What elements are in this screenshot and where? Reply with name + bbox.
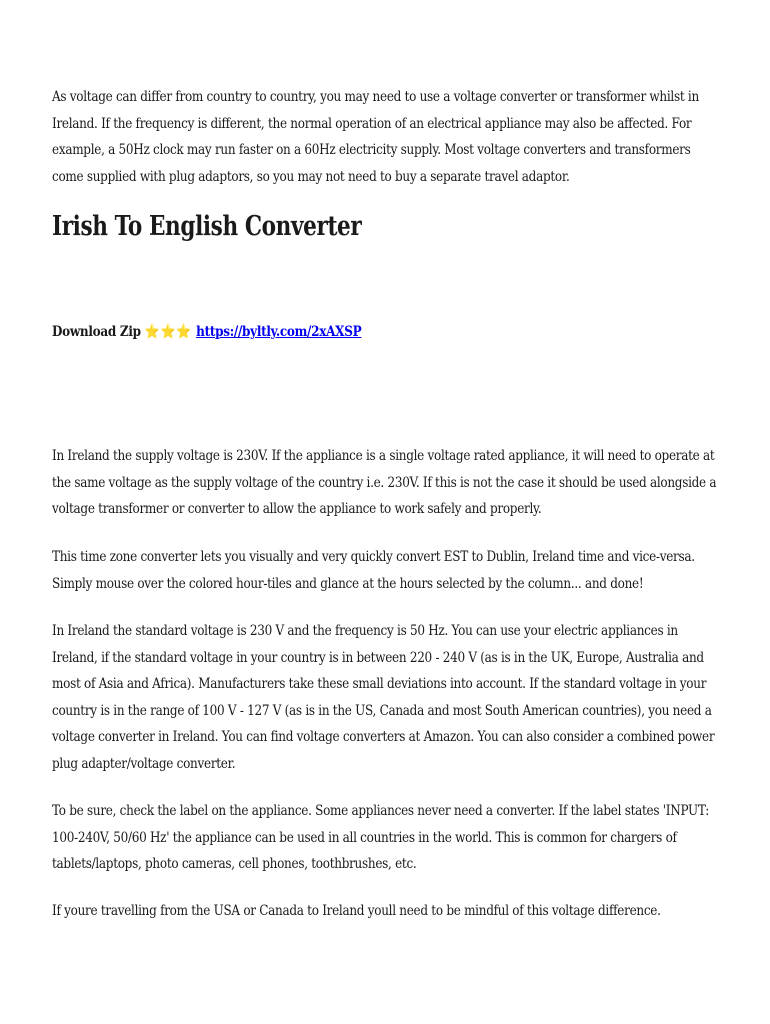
download-line (52, 321, 724, 343)
paragraph-time-zone: This time zone converter lets you visually and very quickly convert EST to Dublin, Ireland time and vice-versa. Simply mouse over the colored hour-tiles and glance at the hours selected by the column... and done! (52, 549, 695, 592)
arrow-icons: ⭐⭐⭐ (144, 324, 193, 340)
paragraph-standard-voltage: In Ireland the standard voltage is 230 V and the frequency is 50 Hz. You can use your electric appliances in Ireland, if the standard voltage in your country is in between 220 - 240 V (as is in the UK, Europe, Australia and most of Asia and Africa). Manufacturers take these small deviations into account. If the standard voltage in your country is in the range of 100 V - 127 V (as is in the US, Canada and most South American countries), you need a voltage converter in Ireland. You can find voltage converters at Amazon. You can also consider a combined power plug adapter/voltage converter. (52, 623, 715, 772)
paragraph-check-label: To be sure, check the label on the appliance. Some appliances never need a converter. If the label states 'INPUT: 100-240V, 50/60 Hz' the appliance can be used in all countries in the world. This is common for chargers of tablets/laptops, photo cameras, cell phones, toothbrushes, etc. (52, 803, 709, 872)
download-label: Download Zip (52, 324, 141, 340)
paragraph-supply-voltage: In Ireland the supply voltage is 230V. If the appliance is a single voltage rated appliance, it will need to operate at the same voltage as the supply voltage of the country i.e. 230V. If this is not the case it should be used alongside a voltage transformer or converter to allow the appliance to work safely and properly. (52, 448, 717, 517)
page-title: Irish To English Converter (52, 211, 362, 242)
intro-paragraph: As voltage can differ from country to country, you may need to use a voltage converter or transformer whilst in Ireland. If the frequency is different, the normal operation of an electrical appliance may also be affected. For example, a 50Hz clock may run faster on a 60Hz electricity supply. Most voltage converters and transformers come supplied with plug adaptors, so you may not need to buy a separate travel adaptor. (52, 89, 699, 185)
download-link[interactable]: https://byltly.com/2xAXSP (196, 324, 362, 340)
paragraph-usa-canada: If youre travelling from the USA or Canada to Ireland youll need to be mindful of this voltage difference. (52, 903, 661, 919)
document-page (52, 84, 724, 919)
